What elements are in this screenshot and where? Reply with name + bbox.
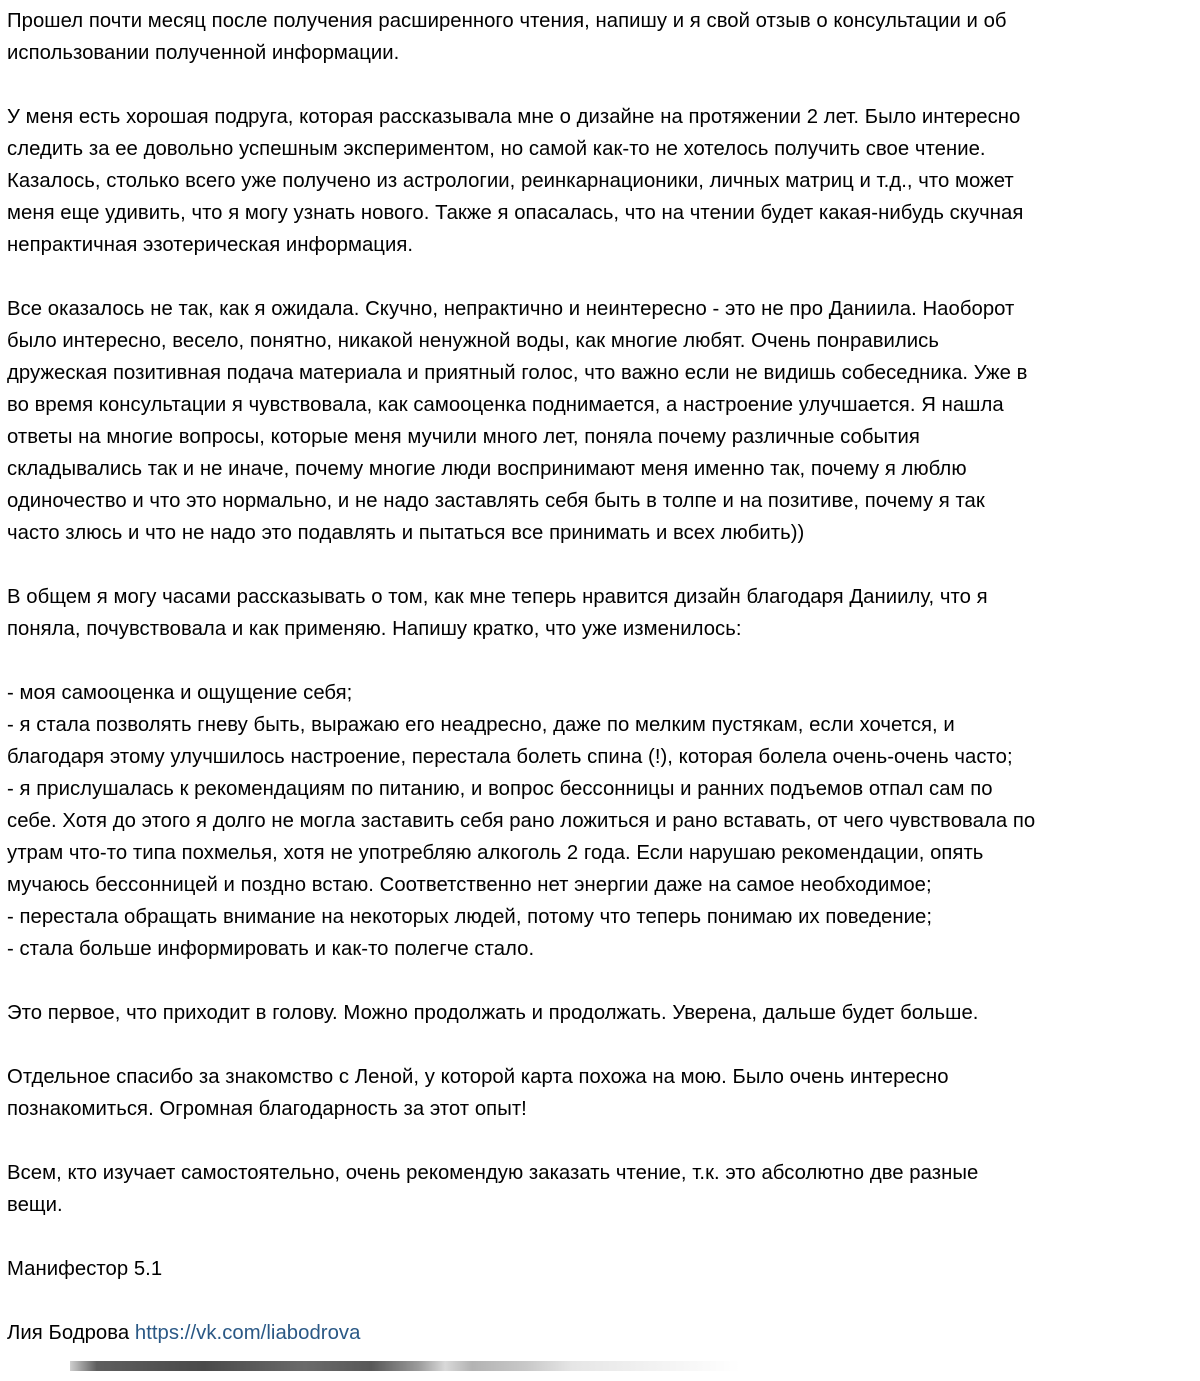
- text-line: Казалось, столько всего уже получено из астрологии, реинкарнационики, личных матриц и т.д., что может: [7, 170, 1014, 192]
- text-line: складывались так и не иначе, почему многие люди воспринимают меня именно так, почему я люблю: [7, 458, 967, 480]
- text-line: вещи.: [7, 1194, 63, 1216]
- post-paragraph: [7, 5, 1193, 69]
- text-line: - моя самооценка и ощущение себя;: [7, 682, 353, 704]
- text-line: благодаря этому улучшилось настроение, перестала болеть спина (!), которая болела очень-очень часто;: [7, 746, 1013, 768]
- text-line: Всем, кто изучает самостоятельно, очень рекомендую заказать чтение, т.к. это абсолютно две разные: [7, 1162, 979, 1184]
- post-paragraph: [7, 1061, 1193, 1125]
- text-line: В общем я могу часами рассказывать о том, как мне теперь нравится дизайн благодаря Даниилу, что я: [7, 586, 988, 608]
- text-line: Прошел почти месяц после получения расширенного чтения, напишу и я свой отзыв о консультации и об: [7, 10, 1007, 32]
- post-signature: [7, 1317, 1193, 1349]
- text-line: следить за ее довольно успешным экспериментом, но самой как-то не хотелось получить свое чтение.: [7, 138, 986, 160]
- post-paragraph: [7, 581, 1193, 645]
- text-line: утрам что-то типа похмелья, хотя не употребляю алкоголь 2 года. Если нарушаю рекомендации, опять: [7, 842, 984, 864]
- text-line: ответы на многие вопросы, которые меня мучили много лет, поняла почему различные события: [7, 426, 920, 448]
- text-line: непрактичная эзотерическая информация.: [7, 234, 414, 256]
- text-line: во время консультации я чувствовала, как самооценка поднимается, а настроение улучшается. Я нашла: [7, 394, 1004, 416]
- text-line: Это первое, что приходит в голову. Можно продолжать и продолжать. Уверена, дальше будет больше.: [7, 1002, 979, 1024]
- post-paragraph: [7, 1253, 1193, 1285]
- text-line: - я прислушалась к рекомендациям по питанию, и вопрос бессонницы и ранних подъемов отпал сам по: [7, 778, 993, 800]
- post-body: [7, 5, 1193, 1381]
- text-line: меня еще удивить, что я могу узнать нового. Также я опасалась, что на чтении будет какая-нибудь скучная: [7, 202, 1024, 224]
- text-line: - перестала обращать внимание на некоторых людей, потому что теперь понимаю их поведение;: [7, 906, 933, 928]
- post-paragraph: [7, 101, 1193, 261]
- post-paragraph: [7, 997, 1193, 1029]
- text-line: У меня есть хорошая подруга, которая рассказывала мне о дизайне на протяжении 2 лет. Было интересно: [7, 106, 1021, 128]
- post-paragraph: [7, 293, 1193, 549]
- text-line: себе. Хотя до этого я долго не могла заставить себя рано ложиться и рано вставать, от чего чувствовала по: [7, 810, 1036, 832]
- text-line: дружеская позитивная подача материала и приятный голос, что важно если не видишь собеседника. Уже в: [7, 362, 1028, 384]
- text-line: - стала больше информировать и как-то полегче стало.: [7, 938, 535, 960]
- text-line: использовании полученной информации.: [7, 42, 400, 64]
- text-line: мучаюсь бессонницей и поздно встаю. Соответственно нет энергии даже на самое необходимое;: [7, 874, 932, 896]
- post-paragraphs: [7, 5, 1193, 1285]
- author-profile-link[interactable]: https://vk.com/liabodrova: [134, 1322, 361, 1344]
- post-paragraph: [7, 677, 1193, 965]
- text-line: было интересно, весело, понятно, никакой ненужной воды, как многие любят. Очень понравились: [7, 330, 939, 352]
- text-line: Все оказалось не так, как я ожидала. Скучно, непрактично и неинтересно - это не про Даниила. Наоборот: [7, 298, 1015, 320]
- text-line: - я стала позволять гневу быть, выражаю его неадресно, даже по мелким пустякам, если хочется, и: [7, 714, 955, 736]
- text-line: Манифестор 5.1: [7, 1258, 163, 1280]
- text-line: познакомиться. Огромная благодарность за этот опыт!: [7, 1098, 527, 1120]
- text-line: Отдельное спасибо за знакомство с Леной, у которой карта похожа на мою. Было очень интересно: [7, 1066, 949, 1088]
- signature-author: Лия Бодрова: [7, 1322, 130, 1344]
- text-line: одиночество и что это нормально, и не надо заставлять себя быть в толпе и на позитиве, почему я так: [7, 490, 985, 512]
- attached-photo[interactable]: [70, 1361, 740, 1371]
- text-line: часто злюсь и что не надо это подавлять и пытаться все принимать и всех любить)): [7, 522, 805, 544]
- post-paragraph: [7, 1157, 1193, 1221]
- text-line: поняла, почувствовала и как применяю. Напишу кратко, что уже изменилось:: [7, 618, 742, 640]
